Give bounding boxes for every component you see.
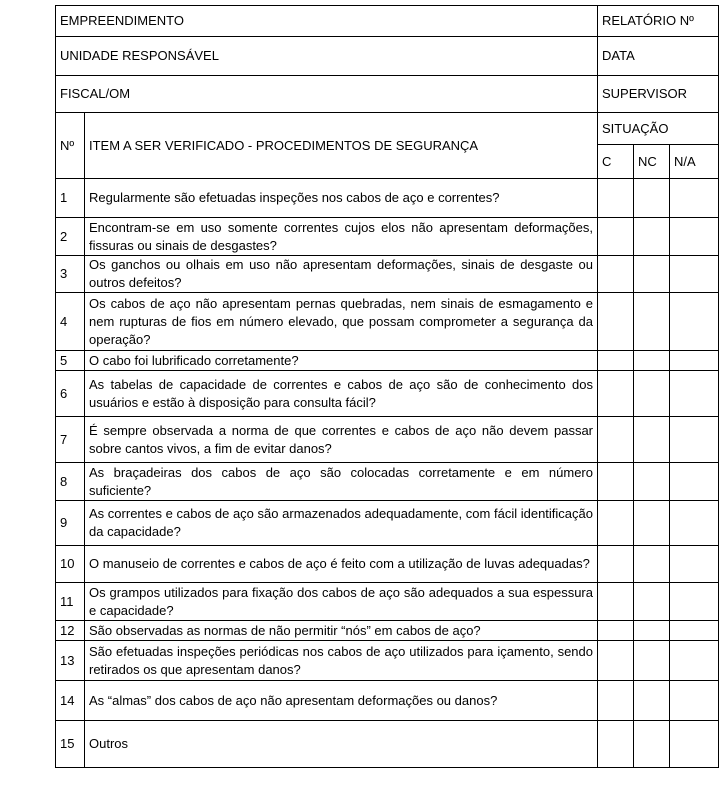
check-na-cell[interactable] (670, 721, 719, 768)
table-row (56, 546, 719, 583)
check-nc-cell[interactable] (634, 463, 670, 501)
row-number: 11 (56, 583, 85, 621)
check-na-cell[interactable] (670, 463, 719, 501)
check-nc-cell[interactable] (634, 351, 670, 371)
row-number: 4 (56, 293, 85, 351)
row-item-text: É sempre observada a norma de que correntes e cabos de aço não devem passar sobre cantos vivos, a fim de evitar danos? (85, 417, 598, 463)
check-na-cell[interactable] (670, 681, 719, 721)
row-item-text: Os ganchos ou olhais em uso não apresentam deformações, sinais de desgaste ou outros defeitos? (85, 256, 598, 293)
table-row (56, 293, 719, 351)
check-c-cell[interactable] (598, 463, 634, 501)
check-na-cell[interactable] (670, 583, 719, 621)
row-item-text: São efetuadas inspeções periódicas nos cabos de aço utilizados para içamento, sendo retirados os que apresentam danos? (85, 641, 598, 681)
check-c-cell[interactable] (598, 621, 634, 641)
check-c-cell[interactable] (598, 546, 634, 583)
situacao-header: SITUAÇÃO (598, 113, 719, 145)
header-row-fiscal (56, 76, 719, 113)
check-nc-cell[interactable] (634, 721, 670, 768)
header-row-unidade (56, 37, 719, 76)
row-item-text: São observadas as normas de não permitir “nós” em cabos de aço? (85, 621, 598, 641)
check-nc-cell[interactable] (634, 681, 670, 721)
table-row (56, 371, 719, 417)
row-number: 5 (56, 351, 85, 371)
check-na-cell[interactable] (670, 293, 719, 351)
empreendimento-label[interactable]: EMPREENDIMENTO (56, 6, 598, 37)
check-na-cell[interactable] (670, 417, 719, 463)
check-nc-cell[interactable] (634, 621, 670, 641)
row-item-text: Encontram-se em uso somente correntes cujos elos não apresentam deformações, fissuras ou sinais de desgastes? (85, 218, 598, 256)
row-number: 15 (56, 721, 85, 768)
check-nc-cell[interactable] (634, 371, 670, 417)
table-row (56, 351, 719, 371)
row-number: 12 (56, 621, 85, 641)
column-header-row (56, 113, 719, 145)
table-row (56, 256, 719, 293)
row-item-text: O cabo foi lubrificado corretamente? (85, 351, 598, 371)
table-row (56, 681, 719, 721)
row-item-text: As correntes e cabos de aço são armazenados adequadamente, com fácil identificação da capacidade? (85, 501, 598, 546)
na-header: N/A (670, 145, 719, 179)
check-c-cell[interactable] (598, 417, 634, 463)
row-item-text: Os grampos utilizados para fixação dos cabos de aço são adequados a sua espessura e capacidade? (85, 583, 598, 621)
check-c-cell[interactable] (598, 721, 634, 768)
check-nc-cell[interactable] (634, 293, 670, 351)
row-number: 14 (56, 681, 85, 721)
check-na-cell[interactable] (670, 371, 719, 417)
check-nc-cell[interactable] (634, 417, 670, 463)
check-na-cell[interactable] (670, 256, 719, 293)
check-c-cell[interactable] (598, 179, 634, 218)
table-row (56, 417, 719, 463)
check-na-cell[interactable] (670, 621, 719, 641)
row-item-text: Os cabos de aço não apresentam pernas quebradas, nem sinais de esmagamento e nem rupturas de fios em número elevado, que possam comprometer a segurança da operação? (85, 293, 598, 351)
safety-checklist-table (55, 5, 719, 768)
row-item-text: O manuseio de correntes e cabos de aço é feito com a utilização de luvas adequadas? (85, 546, 598, 583)
check-na-cell[interactable] (670, 641, 719, 681)
unidade-label[interactable]: UNIDADE RESPONSÁVEL (56, 37, 598, 76)
row-item-text: As tabelas de capacidade de correntes e cabos de aço são de conhecimento dos usuários e estão à disposição para consulta fácil? (85, 371, 598, 417)
check-c-cell[interactable] (598, 293, 634, 351)
table-row (56, 621, 719, 641)
nc-header: NC (634, 145, 670, 179)
table-row (56, 179, 719, 218)
relatorio-label[interactable]: RELATÓRIO Nº (598, 6, 719, 37)
check-c-cell[interactable] (598, 218, 634, 256)
check-c-cell[interactable] (598, 371, 634, 417)
check-c-cell[interactable] (598, 641, 634, 681)
row-number: 10 (56, 546, 85, 583)
table-row (56, 721, 719, 768)
table-row (56, 583, 719, 621)
row-number: 8 (56, 463, 85, 501)
check-nc-cell[interactable] (634, 218, 670, 256)
row-number: 6 (56, 371, 85, 417)
row-item-text: As “almas” dos cabos de aço não apresentam deformações ou danos? (85, 681, 598, 721)
row-item-text: Outros (85, 721, 598, 768)
row-number: 2 (56, 218, 85, 256)
row-item-text: Regularmente são efetuadas inspeções nos cabos de aço e correntes? (85, 179, 598, 218)
check-na-cell[interactable] (670, 501, 719, 546)
table-row (56, 501, 719, 546)
table-row (56, 463, 719, 501)
check-c-cell[interactable] (598, 256, 634, 293)
check-na-cell[interactable] (670, 179, 719, 218)
row-number: 1 (56, 179, 85, 218)
row-number: 9 (56, 501, 85, 546)
check-c-cell[interactable] (598, 351, 634, 371)
check-na-cell[interactable] (670, 351, 719, 371)
row-number: 13 (56, 641, 85, 681)
check-nc-cell[interactable] (634, 641, 670, 681)
numero-header: Nº (56, 113, 85, 179)
check-nc-cell[interactable] (634, 501, 670, 546)
table-row (56, 218, 719, 256)
check-nc-cell[interactable] (634, 583, 670, 621)
item-header: ITEM A SER VERIFICADO - PROCEDIMENTOS DE SEGURANÇA (85, 113, 598, 179)
check-c-cell[interactable] (598, 501, 634, 546)
check-na-cell[interactable] (670, 218, 719, 256)
check-nc-cell[interactable] (634, 256, 670, 293)
data-label[interactable]: DATA (598, 37, 719, 76)
supervisor-label[interactable]: SUPERVISOR (598, 76, 719, 113)
fiscal-label[interactable]: FISCAL/OM (56, 76, 598, 113)
check-nc-cell[interactable] (634, 179, 670, 218)
row-number: 3 (56, 256, 85, 293)
check-nc-cell[interactable] (634, 546, 670, 583)
header-row-empreendimento (56, 6, 719, 37)
check-na-cell[interactable] (670, 546, 719, 583)
row-number: 7 (56, 417, 85, 463)
row-item-text: As braçadeiras dos cabos de aço são colocadas corretamente e em número suficiente? (85, 463, 598, 501)
table-row (56, 641, 719, 681)
check-c-cell[interactable] (598, 583, 634, 621)
c-header: C (598, 145, 634, 179)
check-c-cell[interactable] (598, 681, 634, 721)
